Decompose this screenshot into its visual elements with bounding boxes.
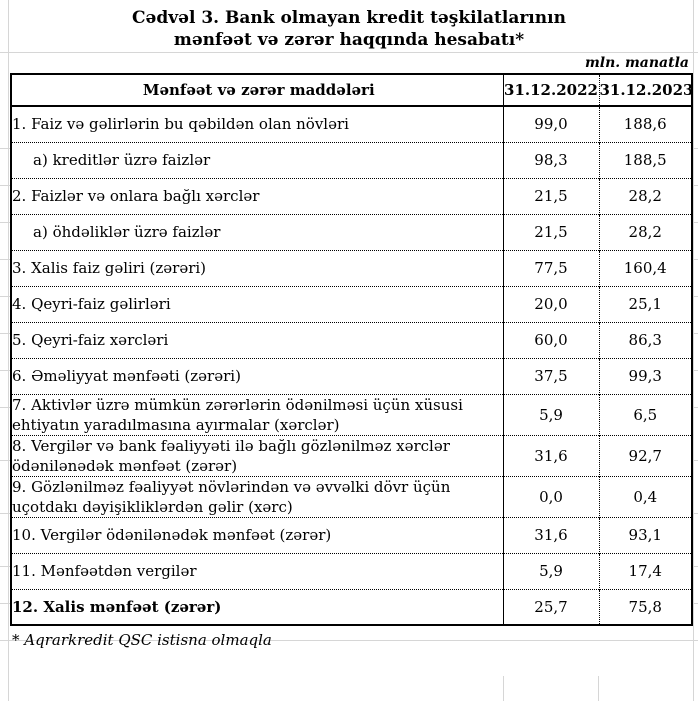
value-2022: 20,0 [503,286,599,322]
row-label: 10. Vergilər ödənilənədək mənfəət (zərər) [11,517,503,553]
value-2022: 98,3 [503,142,599,178]
value-2023: 0,4 [599,476,692,517]
table-row [11,589,692,625]
value-2023: 99,3 [599,358,692,394]
value-2022: 31,6 [503,435,599,476]
value-2022: 60,0 [503,322,599,358]
table-row [11,394,692,435]
table-row [11,358,692,394]
value-2023: 92,7 [599,435,692,476]
value-2022: 31,6 [503,517,599,553]
row-label: 6. Əməliyyat mənfəəti (zərəri) [11,358,503,394]
value-2022: 25,7 [503,589,599,625]
value-2023: 160,4 [599,250,692,286]
value-2023: 75,8 [599,589,692,625]
value-2022: 37,5 [503,358,599,394]
value-2023: 28,2 [599,178,692,214]
profit-loss-table [10,73,693,626]
column-header-items: Mənfəət və zərər maddələri [11,74,503,106]
table-header-row [11,74,692,106]
value-2022: 5,9 [503,394,599,435]
value-2022: 77,5 [503,250,599,286]
table-row [11,517,692,553]
row-label: 4. Qeyri-faiz gəlirləri [11,286,503,322]
table-row [11,435,692,476]
table-row [11,286,692,322]
row-label: 5. Qeyri-faiz xərcləri [11,322,503,358]
value-2023: 93,1 [599,517,692,553]
table-row [11,178,692,214]
row-label: 12. Xalis mənfəət (zərər) [11,589,503,625]
page-title-line2: mənfəət və zərər haqqında hesabatı* [173,30,525,50]
row-label: 2. Faizlər və onlara bağlı xərclər [11,178,503,214]
row-label: 1. Faiz və gəlirlərin bu qəbildən olan növləri [11,106,503,142]
value-2022: 21,5 [503,214,599,250]
column-header-2023: 31.12.2023 [599,74,692,106]
table-row [11,142,692,178]
value-2023: 188,5 [599,142,692,178]
value-2023: 6,5 [599,394,692,435]
gridline-vertical-col1 [503,676,504,701]
row-label: 3. Xalis faiz gəliri (zərəri) [11,250,503,286]
table-row [11,476,692,517]
table-row [11,250,692,286]
table-row [11,553,692,589]
row-label: 8. Vergilər və bank fəaliyyəti ilə bağlı gözlənilməz xərclər ödənilənədək mənfəət (zərər) [11,435,503,476]
value-2023: 17,4 [599,553,692,589]
value-2022: 5,9 [503,553,599,589]
row-label: 11. Mənfəətdən vergilər [11,553,503,589]
gridline-vertical-col2 [598,676,599,701]
row-label: a) kreditlər üzrə faizlər [11,142,503,178]
value-2022: 0,0 [503,476,599,517]
page-title-line1: Cədvəl 3. Bank olmayan kredit təşkilatlarının [132,8,566,28]
value-2023: 188,6 [623,115,667,134]
column-header-2022: 31.12.2022 [503,74,599,106]
value-2022: 21,5 [503,178,599,214]
footnote: * Aqrarkredit QSC istisna olmaqla [12,631,272,649]
value-2023: 86,3 [599,322,692,358]
value-2023: 25,1 [599,286,692,322]
page-title [0,0,698,51]
table-row [11,214,692,250]
table-body [11,106,692,625]
units-note: mln. manatla [584,55,689,71]
row-label: 7. Aktivlər üzrə mümkün zərərlərin ödənilməsi üçün xüsusi ehtiyatın yaradılmasına ayırmalar (xərclər) [11,394,503,435]
table-row [11,106,692,142]
value-2023: 28,2 [599,214,692,250]
table-row [11,322,692,358]
row-label: a) öhdəliklər üzrə faizlər [11,214,503,250]
value-2022: 99,0 [503,106,599,142]
row-label: 9. Gözlənilməz fəaliyyət növlərindən və əvvəlki dövr üçün uçotdakı dəyişikliklərdən gəlir (xərc) [11,476,503,517]
